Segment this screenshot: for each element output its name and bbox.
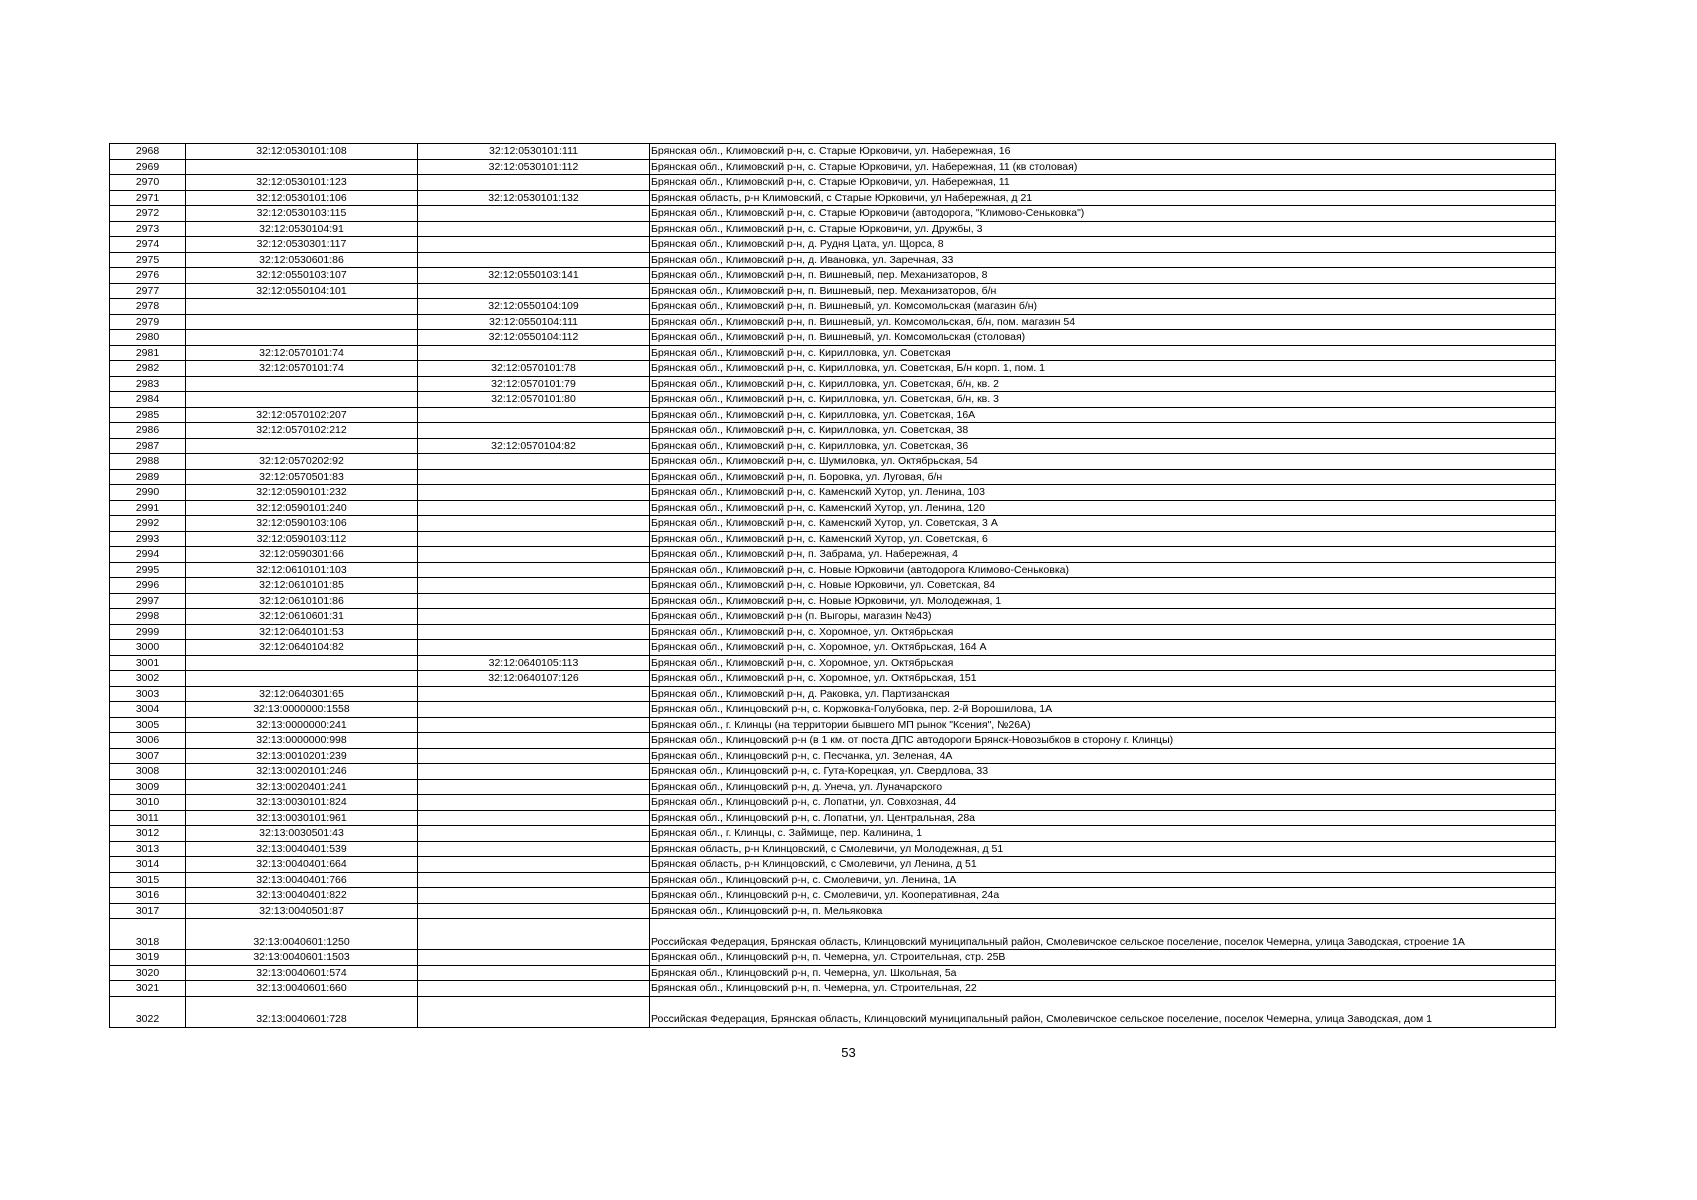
table-row [110, 578, 1556, 594]
cadastral-number-cell [418, 950, 650, 966]
row-number-cell: 3011 [110, 810, 186, 826]
address-cell: Брянская обл., г. Клинцы, с. Займище, пер. Калинина, 1 [650, 826, 1556, 842]
address-cell: Брянская обл., Климовский р-н, с. Новые Юрковичи, ул. Молодежная, 1 [650, 593, 1556, 609]
cadastral-number-cell [186, 438, 418, 454]
cadastral-number-cell: 32:12:0570101:78 [418, 361, 650, 377]
table-row [110, 221, 1556, 237]
cadastral-number-cell [418, 748, 650, 764]
table-row [110, 733, 1556, 749]
cadastral-number-cell [418, 562, 650, 578]
cadastral-number-cell: 32:12:0550104:112 [418, 330, 650, 346]
row-number-cell: 3020 [110, 965, 186, 981]
table-row [110, 686, 1556, 702]
table-row [110, 376, 1556, 392]
cadastral-number-cell [418, 733, 650, 749]
cadastral-number-cell [418, 717, 650, 733]
row-number-cell: 3015 [110, 872, 186, 888]
address-cell: Брянская обл., Климовский р-н, с. Каменский Хутор, ул. Советская, 6 [650, 531, 1556, 547]
address-cell: Брянская обл., Клинцовский р-н, с. Песчанка, ул. Зеленая, 4А [650, 748, 1556, 764]
address-cell: Брянская обл., Клинцовский р-н, д. Унеча, ул. Луначарского [650, 779, 1556, 795]
cadastral-number-cell [186, 392, 418, 408]
cadastral-number-cell: 32:12:0550104:111 [418, 314, 650, 330]
address-cell: Брянская обл., Климовский р-н, с. Каменский Хутор, ул. Советская, 3 А [650, 516, 1556, 532]
table-row [110, 702, 1556, 718]
cadastral-number-cell: 32:12:0640101:53 [186, 624, 418, 640]
cadastral-number-cell [418, 221, 650, 237]
row-number-cell: 2982 [110, 361, 186, 377]
table-row [110, 314, 1556, 330]
row-number-cell: 3008 [110, 764, 186, 780]
address-cell: Брянская обл., Климовский р-н, с. Кирилловка, ул. Советская, 38 [650, 423, 1556, 439]
table-row [110, 981, 1556, 997]
cadastral-number-cell [418, 965, 650, 981]
cadastral-number-cell: 32:13:0030101:824 [186, 795, 418, 811]
cadastral-number-cell [418, 702, 650, 718]
cadastral-number-cell [418, 593, 650, 609]
table-row [110, 624, 1556, 640]
cadastral-number-cell [186, 376, 418, 392]
table-row [110, 423, 1556, 439]
table-row [110, 299, 1556, 315]
table-row [110, 826, 1556, 842]
table-row [110, 252, 1556, 268]
cadastral-number-cell [418, 531, 650, 547]
row-number-cell: 2968 [110, 144, 186, 160]
row-number-cell: 2989 [110, 469, 186, 485]
row-number-cell: 3005 [110, 717, 186, 733]
cadastral-number-cell: 32:13:0040501:87 [186, 903, 418, 919]
address-cell: Брянская обл., Климовский р-н, с. Новые Юрковичи (автодорога Климово-Сеньковка) [650, 562, 1556, 578]
table-row [110, 407, 1556, 423]
cadastral-number-cell: 32:13:0040401:664 [186, 857, 418, 873]
cadastral-number-cell [418, 640, 650, 656]
row-number-cell: 2996 [110, 578, 186, 594]
address-cell: Брянская обл., Климовский р-н, с. Новые Юрковичи, ул. Советская, 84 [650, 578, 1556, 594]
row-number-cell: 2981 [110, 345, 186, 361]
cadastral-number-cell: 32:12:0570101:74 [186, 345, 418, 361]
table-row [110, 764, 1556, 780]
row-number-cell: 3012 [110, 826, 186, 842]
row-number-cell: 2993 [110, 531, 186, 547]
row-number-cell: 2971 [110, 190, 186, 206]
cadastral-number-cell: 32:12:0530103:115 [186, 206, 418, 222]
row-number-cell: 3019 [110, 950, 186, 966]
cadastral-number-cell [418, 903, 650, 919]
table-row [110, 547, 1556, 563]
cadastral-number-cell [418, 206, 650, 222]
address-cell: Брянская обл., Климовский р-н, д. Раковка, ул. Партизанская [650, 686, 1556, 702]
table-row [110, 283, 1556, 299]
row-number-cell: 3013 [110, 841, 186, 857]
address-cell: Брянская обл., Климовский р-н, с. Кирилловка, ул. Советская, 16А [650, 407, 1556, 423]
row-number-cell: 2988 [110, 454, 186, 470]
row-number-cell: 2985 [110, 407, 186, 423]
table-row [110, 779, 1556, 795]
table-row [110, 872, 1556, 888]
address-cell: Брянская обл., Клинцовский р-н, п. Чемерна, ул. Строительная, 22 [650, 981, 1556, 997]
address-cell: Брянская обл., Климовский р-н, п. Вишневый, ул. Комсомольская (магазин б/н) [650, 299, 1556, 315]
cadastral-number-cell: 32:12:0570101:79 [418, 376, 650, 392]
cadastral-number-cell: 32:12:0530104:91 [186, 221, 418, 237]
cadastral-number-cell [418, 485, 650, 501]
row-number-cell: 3017 [110, 903, 186, 919]
address-cell: Брянская обл., Климовский р-н, д. Рудня Цата, ул. Щорса, 8 [650, 237, 1556, 253]
address-cell: Брянская обл., Клинцовский р-н, с. Лопатни, ул. Центральная, 28а [650, 810, 1556, 826]
address-cell: Брянская обл., Климовский р-н (п. Выгоры, магазин №43) [650, 609, 1556, 625]
cadastral-number-cell: 32:12:0640107:126 [418, 671, 650, 687]
cadastral-number-cell: 32:13:0040401:822 [186, 888, 418, 904]
cadastral-number-cell: 32:13:0040401:539 [186, 841, 418, 857]
cadastral-number-cell [418, 810, 650, 826]
table-row [110, 531, 1556, 547]
row-number-cell: 3004 [110, 702, 186, 718]
cadastral-number-cell [418, 919, 650, 950]
cadastral-number-cell: 32:12:0530101:132 [418, 190, 650, 206]
table-row [110, 562, 1556, 578]
table-row [110, 996, 1556, 1027]
cadastral-number-cell [186, 655, 418, 671]
address-cell: Брянская обл., Клинцовский р-н, п. Мельяковка [650, 903, 1556, 919]
address-cell: Брянская обл., Климовский р-н, с. Хоромное, ул. Октябрьская [650, 655, 1556, 671]
cadastral-number-cell [418, 252, 650, 268]
table-row [110, 500, 1556, 516]
cadastral-number-cell: 32:12:0570501:83 [186, 469, 418, 485]
address-cell: Российская Федерация, Брянская область, Клинцовский муниципальный район, Смолевичское сельское поселение, поселок Чемерна, улица Заводская, дом 1 [650, 996, 1556, 1027]
cadastral-number-cell: 32:13:0040601:728 [186, 996, 418, 1027]
row-number-cell: 2976 [110, 268, 186, 284]
address-cell: Брянская обл., Климовский р-н, п. Вишневый, ул. Комсомольская, б/н, пом. магазин 54 [650, 314, 1556, 330]
address-cell: Брянская область, р-н Климовский, с Старые Юрковичи, ул Набережная, д 21 [650, 190, 1556, 206]
cadastral-number-cell [418, 283, 650, 299]
address-cell: Брянская обл., Климовский р-н, с. Старые Юрковичи, ул. Набережная, 11 (кв столовая) [650, 159, 1556, 175]
cadastral-number-cell [418, 981, 650, 997]
table-row [110, 361, 1556, 377]
cadastral-number-cell: 32:12:0590103:106 [186, 516, 418, 532]
cadastral-number-cell [418, 175, 650, 191]
cadastral-number-cell: 32:12:0550104:101 [186, 283, 418, 299]
address-cell: Брянская обл., Клинцовский р-н, п. Чемерна, ул. Школьная, 5а [650, 965, 1556, 981]
cadastral-number-cell: 32:13:0000000:998 [186, 733, 418, 749]
address-cell: Брянская обл., Климовский р-н, с. Старые Юрковичи (автодорога, "Климово-Сеньковка") [650, 206, 1556, 222]
table-row [110, 438, 1556, 454]
cadastral-number-cell [418, 841, 650, 857]
row-number-cell: 2974 [110, 237, 186, 253]
row-number-cell: 2997 [110, 593, 186, 609]
table-row [110, 516, 1556, 532]
row-number-cell: 2983 [110, 376, 186, 392]
row-number-cell: 2980 [110, 330, 186, 346]
row-number-cell: 3007 [110, 748, 186, 764]
table-row [110, 748, 1556, 764]
cadastral-number-cell: 32:13:0040601:1250 [186, 919, 418, 950]
table-row [110, 392, 1556, 408]
cadastral-number-cell: 32:13:0020401:241 [186, 779, 418, 795]
cadastral-number-cell: 32:12:0640301:65 [186, 686, 418, 702]
row-number-cell: 2978 [110, 299, 186, 315]
row-number-cell: 2969 [110, 159, 186, 175]
row-number-cell: 2977 [110, 283, 186, 299]
cadastral-number-cell [418, 996, 650, 1027]
row-number-cell: 3021 [110, 981, 186, 997]
row-number-cell: 3006 [110, 733, 186, 749]
row-number-cell: 2990 [110, 485, 186, 501]
address-cell: Брянская обл., Климовский р-н, с. Шумиловка, ул. Октябрьская, 54 [650, 454, 1556, 470]
row-number-cell: 2973 [110, 221, 186, 237]
cadastral-number-cell [186, 314, 418, 330]
cadastral-number-cell: 32:12:0590101:240 [186, 500, 418, 516]
cadastral-number-cell [418, 624, 650, 640]
table-row [110, 330, 1556, 346]
cadastral-number-cell: 32:12:0570104:82 [418, 438, 650, 454]
row-number-cell: 2986 [110, 423, 186, 439]
cadastral-number-cell: 32:13:0030101:961 [186, 810, 418, 826]
table-row [110, 485, 1556, 501]
address-cell: Брянская обл., Климовский р-н, п. Вишневый, пер. Механизаторов, 8 [650, 268, 1556, 284]
address-cell: Брянская обл., Климовский р-н, с. Старые Юрковичи, ул. Набережная, 11 [650, 175, 1556, 191]
cadastral-number-cell [186, 330, 418, 346]
cadastral-number-cell: 32:13:0000000:241 [186, 717, 418, 733]
cadastral-number-cell [418, 578, 650, 594]
cadastral-number-cell: 32:13:0020101:246 [186, 764, 418, 780]
cadastral-number-cell: 32:12:0530301:117 [186, 237, 418, 253]
address-cell: Брянская обл., Климовский р-н, д. Ивановка, ул. Заречная, 33 [650, 252, 1556, 268]
cadastral-number-cell [418, 500, 650, 516]
registry-table [109, 143, 1556, 1028]
cadastral-number-cell: 32:12:0590301:66 [186, 547, 418, 563]
row-number-cell: 3009 [110, 779, 186, 795]
cadastral-number-cell: 32:12:0570102:212 [186, 423, 418, 439]
address-cell: Брянская область, р-н Клинцовский, с Смолевичи, ул Молодежная, д 51 [650, 841, 1556, 857]
address-cell: Российская Федерация, Брянская область, Клинцовский муниципальный район, Смолевичское сельское поселение, поселок Чемерна, улица Заводская, строение 1А [650, 919, 1556, 950]
cadastral-number-cell [418, 345, 650, 361]
cadastral-number-cell: 32:12:0640104:82 [186, 640, 418, 656]
cadastral-number-cell: 32:12:0590103:112 [186, 531, 418, 547]
cadastral-number-cell: 32:12:0610101:103 [186, 562, 418, 578]
table-row [110, 593, 1556, 609]
table-row [110, 717, 1556, 733]
row-number-cell: 2979 [110, 314, 186, 330]
address-cell: Брянская обл., Клинцовский р-н, с. Лопатни, ул. Совхозная, 44 [650, 795, 1556, 811]
cadastral-number-cell [186, 299, 418, 315]
cadastral-number-cell: 32:12:0610101:86 [186, 593, 418, 609]
address-cell: Брянская обл., Климовский р-н, с. Кирилловка, ул. Советская, Б/н корп. 1, пом. 1 [650, 361, 1556, 377]
row-number-cell: 3022 [110, 996, 186, 1027]
table-row [110, 888, 1556, 904]
cadastral-number-cell: 32:13:0030501:43 [186, 826, 418, 842]
cadastral-number-cell: 32:12:0530101:112 [418, 159, 650, 175]
cadastral-number-cell [418, 547, 650, 563]
registry-table-body [110, 144, 1556, 1028]
table-row [110, 655, 1556, 671]
address-cell: Брянская обл., Климовский р-н, п. Вишневый, ул. Комсомольская (столовая) [650, 330, 1556, 346]
cadastral-number-cell: 32:12:0530101:106 [186, 190, 418, 206]
address-cell: Брянская обл., Климовский р-н, с. Старые Юрковичи, ул. Дружбы, 3 [650, 221, 1556, 237]
cadastral-number-cell: 32:12:0530601:86 [186, 252, 418, 268]
table-row [110, 841, 1556, 857]
row-number-cell: 2998 [110, 609, 186, 625]
address-cell: Брянская обл., Клинцовский р-н, с. Гута-Корецкая, ул. Свердлова, 33 [650, 764, 1556, 780]
table-row [110, 175, 1556, 191]
cadastral-number-cell [418, 407, 650, 423]
cadastral-number-cell [418, 872, 650, 888]
cadastral-number-cell [418, 469, 650, 485]
cadastral-number-cell: 32:12:0610101:85 [186, 578, 418, 594]
cadastral-number-cell: 32:13:0040401:766 [186, 872, 418, 888]
table-row [110, 159, 1556, 175]
row-number-cell: 2975 [110, 252, 186, 268]
row-number-cell: 2984 [110, 392, 186, 408]
table-row [110, 206, 1556, 222]
cadastral-number-cell: 32:12:0530101:111 [418, 144, 650, 160]
cadastral-number-cell [418, 826, 650, 842]
cadastral-number-cell: 32:12:0570102:207 [186, 407, 418, 423]
address-cell: Брянская обл., Климовский р-н, п. Боровка, ул. Луговая, б/н [650, 469, 1556, 485]
table-row [110, 903, 1556, 919]
cadastral-number-cell: 32:12:0550104:109 [418, 299, 650, 315]
table-row [110, 345, 1556, 361]
address-cell: Брянская обл., Климовский р-н, с. Кирилловка, ул. Советская, б/н, кв. 3 [650, 392, 1556, 408]
row-number-cell: 3000 [110, 640, 186, 656]
address-cell: Брянская обл., Климовский р-н, с. Хоромное, ул. Октябрьская [650, 624, 1556, 640]
table-row [110, 795, 1556, 811]
cadastral-number-cell: 32:12:0550103:141 [418, 268, 650, 284]
row-number-cell: 3010 [110, 795, 186, 811]
address-cell: Брянская обл., г. Клинцы (на территории бывшего МП рынок "Ксения", №26А) [650, 717, 1556, 733]
cadastral-number-cell: 32:13:0000000:1558 [186, 702, 418, 718]
cadastral-number-cell [418, 857, 650, 873]
table-row [110, 144, 1556, 160]
address-cell: Брянская обл., Клинцовский р-н, с. Смолевичи, ул. Кооперативная, 24а [650, 888, 1556, 904]
table-row [110, 950, 1556, 966]
address-cell: Брянская обл., Климовский р-н, с. Хоромное, ул. Октябрьская, 151 [650, 671, 1556, 687]
address-cell: Брянская обл., Климовский р-н, п. Вишневый, пер. Механизаторов, б/н [650, 283, 1556, 299]
table-row [110, 965, 1556, 981]
row-number-cell: 3001 [110, 655, 186, 671]
address-cell: Брянская обл., Климовский р-н, с. Хоромное, ул. Октябрьская, 164 А [650, 640, 1556, 656]
address-cell: Брянская обл., Климовский р-н, с. Кирилловка, ул. Советская, б/н, кв. 2 [650, 376, 1556, 392]
address-cell: Брянская обл., Клинцовский р-н, с. Смолевичи, ул. Ленина, 1А [650, 872, 1556, 888]
cadastral-number-cell [418, 454, 650, 470]
cadastral-number-cell: 32:12:0610601:31 [186, 609, 418, 625]
row-number-cell: 2995 [110, 562, 186, 578]
cadastral-number-cell: 32:12:0530101:123 [186, 175, 418, 191]
row-number-cell: 3002 [110, 671, 186, 687]
cadastral-number-cell [418, 516, 650, 532]
cadastral-number-cell: 32:13:0040601:660 [186, 981, 418, 997]
cadastral-number-cell [186, 159, 418, 175]
cadastral-number-cell [418, 795, 650, 811]
table-row [110, 857, 1556, 873]
table-row [110, 810, 1556, 826]
cadastral-number-cell: 32:13:0010201:239 [186, 748, 418, 764]
table-row [110, 237, 1556, 253]
cadastral-number-cell: 32:12:0640105:113 [418, 655, 650, 671]
row-number-cell: 3018 [110, 919, 186, 950]
cadastral-number-cell: 32:12:0550103:107 [186, 268, 418, 284]
cadastral-number-cell [418, 423, 650, 439]
table-row [110, 454, 1556, 470]
cadastral-number-cell: 32:13:0040601:1503 [186, 950, 418, 966]
row-number-cell: 2991 [110, 500, 186, 516]
cadastral-number-cell [186, 671, 418, 687]
address-cell: Брянская область, р-н Клинцовский, с Смолевичи, ул Ленина, д 51 [650, 857, 1556, 873]
cadastral-number-cell: 32:12:0530101:108 [186, 144, 418, 160]
address-cell: Брянская обл., Клинцовский р-н, с. Коржовка-Голубовка, пер. 2-й Ворошилова, 1А [650, 702, 1556, 718]
address-cell: Брянская обл., Клинцовский р-н, п. Чемерна, ул. Строительная, стр. 25В [650, 950, 1556, 966]
cadastral-number-cell [418, 888, 650, 904]
row-number-cell: 2992 [110, 516, 186, 532]
address-cell: Брянская обл., Климовский р-н, п. Забрама, ул. Набережная, 4 [650, 547, 1556, 563]
row-number-cell: 3014 [110, 857, 186, 873]
table-row [110, 640, 1556, 656]
cadastral-number-cell [418, 686, 650, 702]
table-row [110, 609, 1556, 625]
row-number-cell: 2972 [110, 206, 186, 222]
address-cell: Брянская обл., Климовский р-н, с. Каменский Хутор, ул. Ленина, 120 [650, 500, 1556, 516]
address-cell: Брянская обл., Климовский р-н, с. Каменский Хутор, ул. Ленина, 103 [650, 485, 1556, 501]
cadastral-number-cell [418, 764, 650, 780]
cadastral-number-cell [418, 609, 650, 625]
row-number-cell: 2970 [110, 175, 186, 191]
table-row [110, 919, 1556, 950]
cadastral-number-cell: 32:12:0570202:92 [186, 454, 418, 470]
cadastral-number-cell [418, 779, 650, 795]
row-number-cell: 3016 [110, 888, 186, 904]
address-cell: Брянская обл., Климовский р-н, с. Кирилловка, ул. Советская, 36 [650, 438, 1556, 454]
cadastral-number-cell: 32:12:0570101:80 [418, 392, 650, 408]
table-row [110, 268, 1556, 284]
cadastral-number-cell: 32:12:0590101:232 [186, 485, 418, 501]
row-number-cell: 2994 [110, 547, 186, 563]
cadastral-number-cell [418, 237, 650, 253]
row-number-cell: 3003 [110, 686, 186, 702]
cadastral-number-cell: 32:13:0040601:574 [186, 965, 418, 981]
page-number: 53 [841, 1045, 856, 1060]
row-number-cell: 2999 [110, 624, 186, 640]
address-cell: Брянская обл., Климовский р-н, с. Кирилловка, ул. Советская [650, 345, 1556, 361]
table-row [110, 469, 1556, 485]
table-row [110, 190, 1556, 206]
table-row [110, 671, 1556, 687]
address-cell: Брянская обл., Климовский р-н, с. Старые Юрковичи, ул. Набережная, 16 [650, 144, 1556, 160]
address-cell: Брянская обл., Клинцовский р-н (в 1 км. от поста ДПС автодороги Брянск-Новозыбков в сторону г. Клинцы) [650, 733, 1556, 749]
cadastral-number-cell: 32:12:0570101:74 [186, 361, 418, 377]
row-number-cell: 2987 [110, 438, 186, 454]
